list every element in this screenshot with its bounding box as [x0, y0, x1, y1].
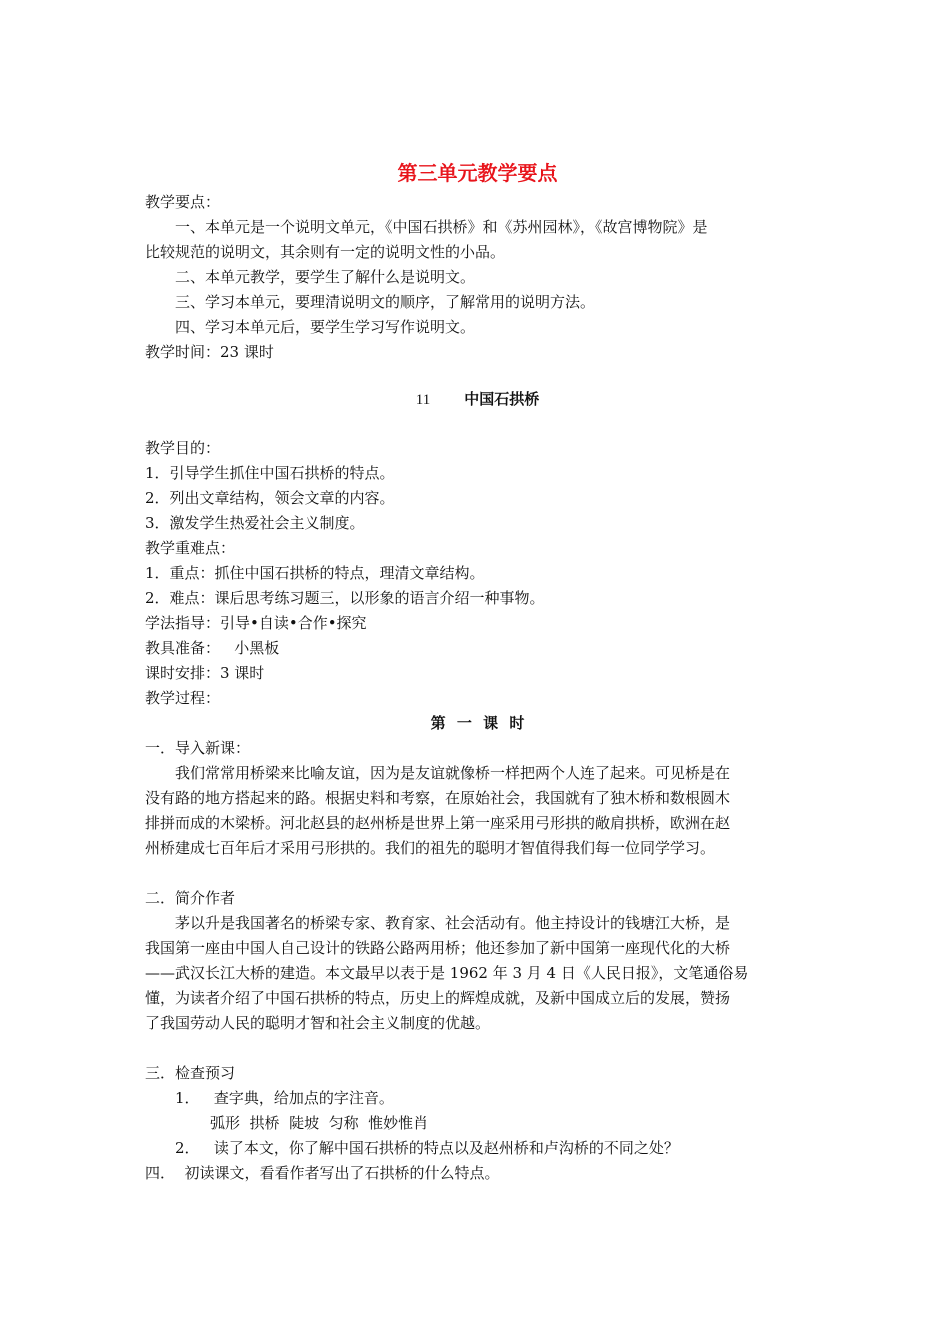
section-1-line: 我们常常用桥梁来比喻友谊，因为是友谊就像桥一样把两个人连了起来。可见桥是在 [175, 764, 731, 782]
unit-point-4: 四、学习本单元后，要学生学习写作说明文。 [175, 318, 476, 336]
section-1-line: 没有路的地方搭起来的路。根据史料和考察，在原始社会，我国就有了独木桥和数根圆木 [145, 789, 731, 807]
goal-2: 2．列出文章结构，领会文章的内容。 [145, 489, 395, 507]
key-point-2: 2．难点：课后思考练习题三，以形象的语言介绍一种事物。 [145, 589, 545, 607]
section-2-line: 我国第一座由中国人自己设计的铁路公路两用桥；他还参加了新中国第一座现代化的大桥 [145, 939, 731, 957]
document-page [145, 156, 810, 1186]
unit-point-3: 三、学习本单元，要理清说明文的顺序，了解常用的说明方法。 [175, 293, 596, 311]
goal-1: 1．引导学生抓住中国石拱桥的特点。 [145, 464, 395, 482]
unit-time: 教学时间：23 课时 [145, 343, 274, 361]
spacer [145, 1036, 810, 1061]
section-3-words: 弧形 拱桥 陡坡 匀称 惟妙惟肖 [210, 1114, 429, 1132]
goal-3: 3．激发学生热爱社会主义制度。 [145, 514, 365, 532]
section-1-line: 排拼而成的木梁桥。河北赵县的赵州桥是世界上第一座采用弓形拱的敞肩拱桥，欧洲在赵 [145, 814, 731, 832]
section-3-item-2: 2． 读了本文，你了解中国石拱桥的特点以及赵州桥和卢沟桥的不同之处？ [175, 1139, 679, 1157]
unit-point-1a: 一、本单元是一个说明文单元，《中国石拱桥》和《苏州园林》，《故宫博物院》是 [175, 218, 708, 236]
unit-point-1b: 比较规范的说明文，其余则有一定的说明文性的小品。 [145, 243, 506, 261]
goals-heading: 教学目的： [145, 439, 221, 457]
unit-heading: 教学要点： [145, 193, 221, 211]
teaching-tools: 教具准备： 小黑板 [145, 639, 280, 657]
section-2-line: 了我国劳动人民的聪明才智和社会主义制度的优越。 [145, 1014, 491, 1032]
lesson-name: 中国石拱桥 [464, 390, 540, 408]
process-heading: 教学过程： [145, 689, 221, 707]
page-title: 第三单元教学要点 [397, 161, 558, 185]
section-2-heading: 二．简介作者 [145, 889, 236, 907]
section-2-line: 懂，为读者介绍了中国石拱桥的特点，历史上的辉煌成就，及新中国成立后的发展，赞扬 [145, 989, 731, 1007]
section-1-line: 州桥建成七百年后才采用弓形拱的。我们的祖先的聪明才智值得我们每一位同学学习。 [145, 839, 716, 857]
section-1-heading: 一．导入新课： [145, 739, 251, 757]
session-title: 第 一 课 时 [430, 714, 525, 732]
lesson-number: 11 [415, 392, 431, 408]
key-heading: 教学重难点： [145, 539, 236, 557]
section-2-line: ——武汉长江大桥的建造。本文最早以表于是 1962 年 3 月 4 日《人民日报》，文笔通俗易 [145, 964, 749, 982]
section-2-line: 茅以升是我国著名的桥梁专家、教育家、社会活动有。他主持设计的钱塘江大桥，是 [175, 914, 731, 932]
lesson-title [145, 387, 810, 412]
section-3-heading: 三．检查预习 [145, 1064, 236, 1082]
key-point-1: 1．重点：抓住中国石拱桥的特点，理清文章结构。 [145, 564, 485, 582]
section-3-item-1: 1． 查字典，给加点的字注音。 [175, 1089, 394, 1107]
section-4-heading: 四． 初读课文，看看作者写出了石拱桥的什么特点。 [145, 1164, 500, 1182]
class-schedule: 课时安排：3 课时 [145, 664, 265, 682]
spacer [145, 861, 810, 886]
method-guide: 学法指导：引导•自读•合作•探究 [145, 614, 367, 632]
unit-point-2: 二、本单元教学，要学生了解什么是说明文。 [175, 268, 476, 286]
